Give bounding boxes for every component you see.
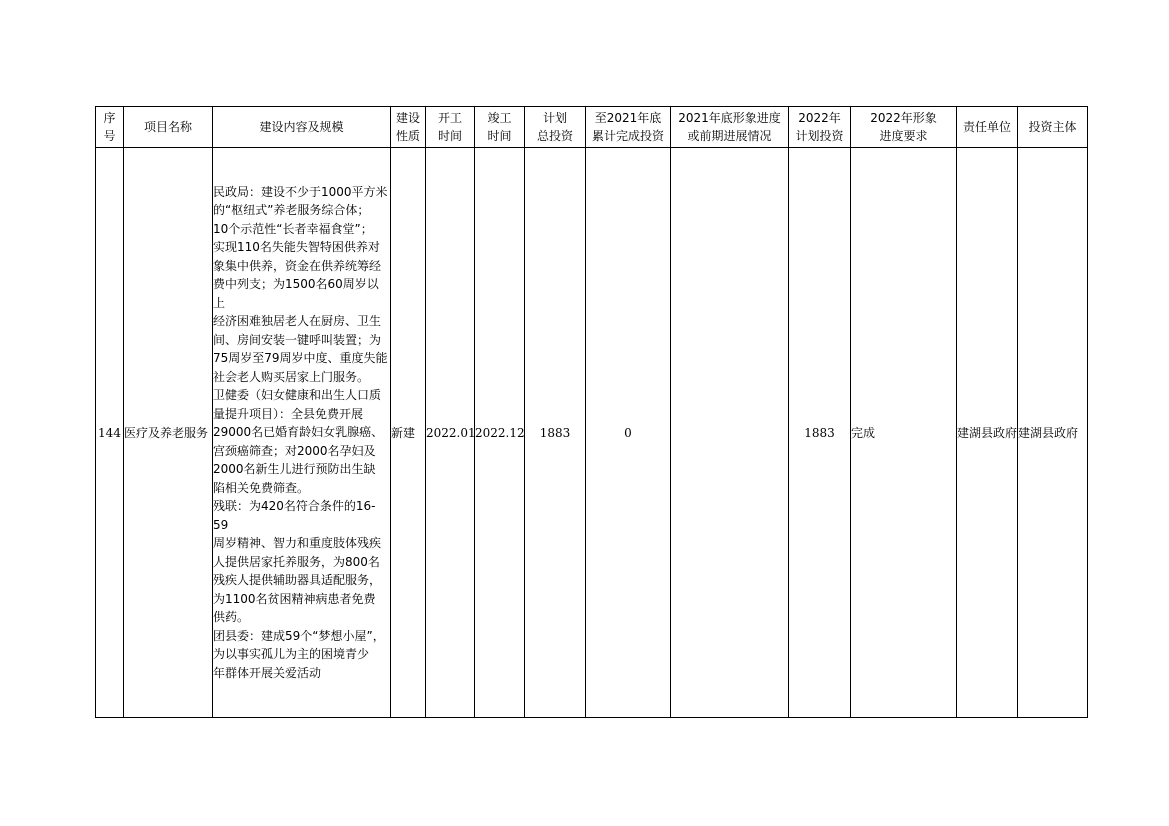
header-requirement-2022: 2022年形象 进度要求 xyxy=(851,107,957,148)
cell-cumulative-2021: 0 xyxy=(586,148,671,718)
header-content-scale: 建设内容及规模 xyxy=(213,107,391,148)
cell-requirement-2022: 完成 xyxy=(851,148,957,718)
header-cumulative-2021: 至2021年底 累计完成投资 xyxy=(586,107,671,148)
cell-start-time: 2022.01 xyxy=(426,148,475,718)
cell-end-time: 2022.12 xyxy=(475,148,525,718)
header-progress-2021: 2021年底形象进度 或前期进展情况 xyxy=(671,107,789,148)
project-table xyxy=(95,106,1088,718)
header-nature: 建设 性质 xyxy=(391,107,426,148)
cell-total-investment: 1883 xyxy=(525,148,586,718)
header-plan-2022: 2022年 计划投资 xyxy=(789,107,851,148)
content-text: 民政局：建设不少于1000平方米 的“枢纽式”养老服务综合体； 10个示范性“长者幸福食堂”； 实现110名失能失智特困供养对 象集中供养，资金在供养统筹经 费中列支；为1500名60周岁以上 经济困难独居老人在厨房、卫生 间、房间安装一键呼叫装置；为 75周岁至79周岁中度、重度失能 社会老人购买居家上门服务。 卫健委（妇女健康和出生人口质 量提升项目）：全县免费开展 29000名已婚育龄妇女乳腺癌、 宫颈癌筛查；对2000名孕妇及 2000名新生儿进行预防出生缺 陷相关免费筛查。 残联：为420名符合条件的16-59 周岁精神、智力和重度肢体残疾 人提供居家托养服务，为800名 残疾人提供辅助器具适配服务， 为1100名贫困精神病患者免费 供药。 团县委：建成59个“梦想小屋”， 为以事实孤儿为主的困境青少 年群体开展关爱活动 xyxy=(213,184,388,680)
cell-seq: 144 xyxy=(96,148,124,718)
cell-plan-2022: 1883 xyxy=(789,148,851,718)
header-seq: 序 号 xyxy=(96,107,124,148)
cell-responsible-unit: 建湖县政府 xyxy=(957,148,1018,718)
header-investor: 投资主体 xyxy=(1018,107,1088,148)
cell-content-scale xyxy=(213,148,391,718)
cell-progress-2021 xyxy=(671,148,789,718)
table-row xyxy=(96,148,1088,718)
cell-investor: 建湖县政府 xyxy=(1018,148,1088,718)
header-end-time: 竣工 时间 xyxy=(475,107,525,148)
header-start-time: 开工 时间 xyxy=(426,107,475,148)
header-total-investment: 计划 总投资 xyxy=(525,107,586,148)
cell-project-name: 医疗及养老服务 xyxy=(124,148,213,718)
header-responsible-unit: 责任单位 xyxy=(957,107,1018,148)
header-project-name: 项目名称 xyxy=(124,107,213,148)
header-row xyxy=(96,107,1088,148)
cell-nature: 新建 xyxy=(391,148,426,718)
